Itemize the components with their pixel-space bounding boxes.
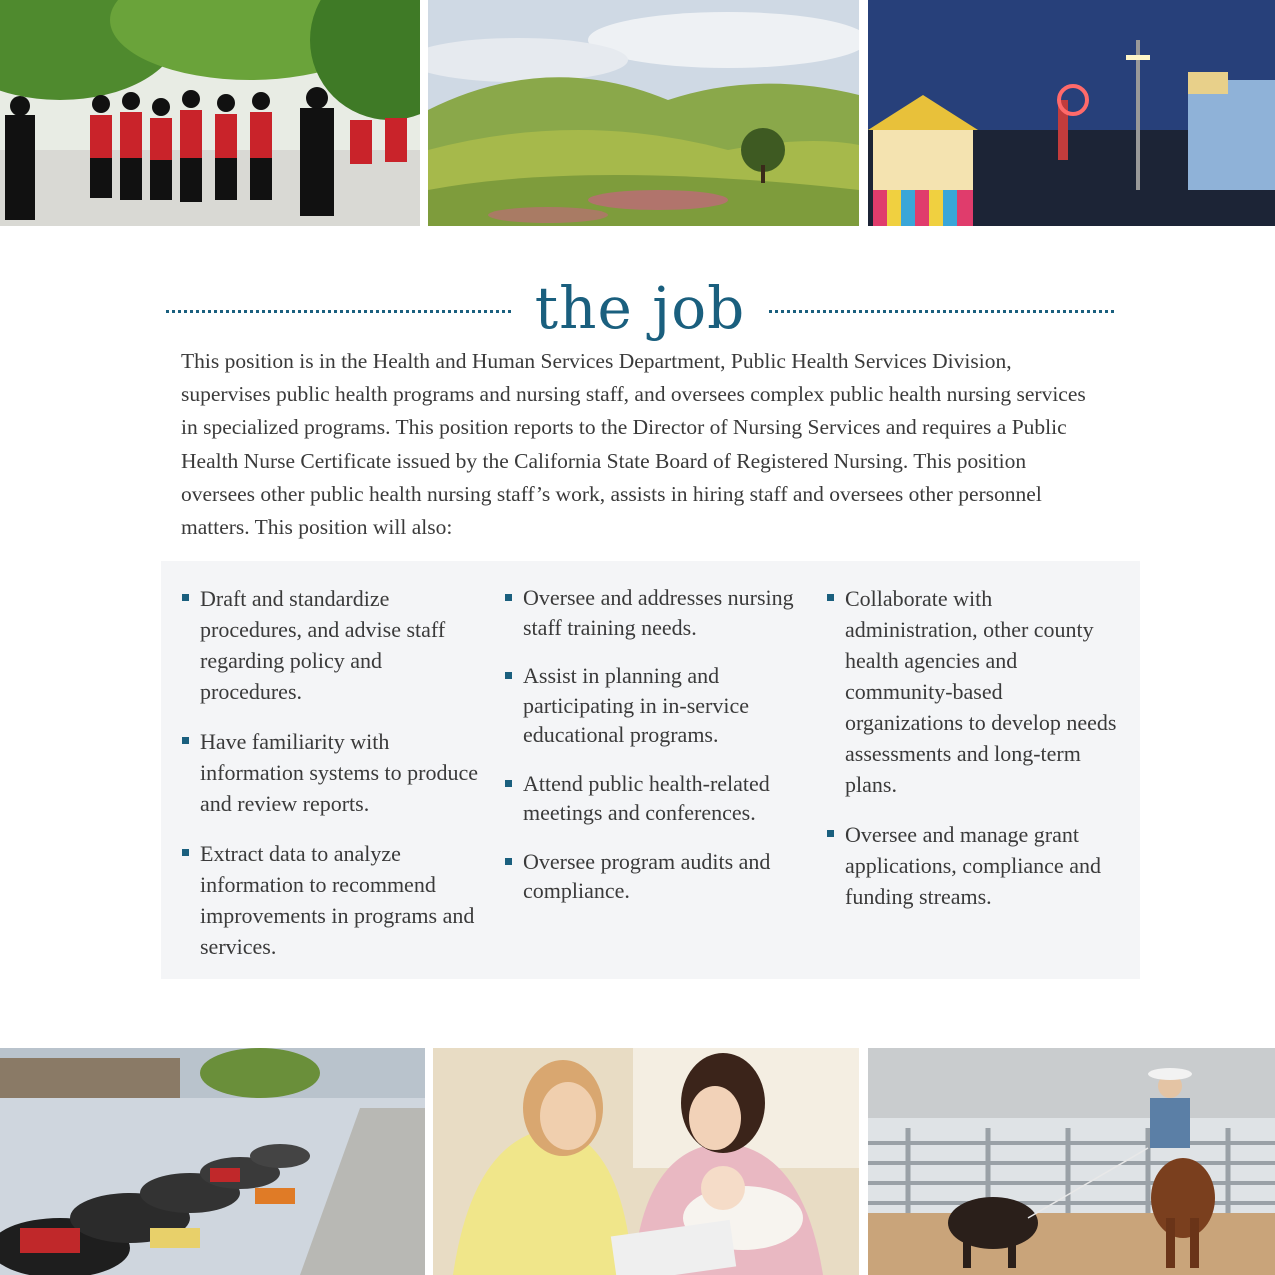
intro-paragraph: This position is in the Health and Human Services Department, Public Health Services Division, supervises public health programs and nursing staff, and oversees complex public health nursing services in specialized programs. This position reports to the Director of Nursing Services and requires a Public Health Nurse Certificate issued by the California State Board of Registered Nursing. This position oversees other public health nursing staff’s work, assists in hiring staff and oversees other personnel matters. This position will also: — [181, 349, 1086, 540]
duty-text: Oversee and addresses nursing staff training needs. — [523, 585, 794, 640]
dotted-rule-left — [166, 310, 511, 313]
green-hills-photo — [428, 0, 859, 226]
square-bullet-icon — [505, 594, 512, 601]
duty-text: Oversee program audits and compliance. — [523, 848, 771, 903]
duty-item — [181, 583, 481, 707]
duty-text: Collaborate with administration, other county health agencies and community-based organizations to develop needs assessments and long-term plans. — [845, 586, 1117, 797]
nurse-with-mother-and-baby-photo — [433, 1048, 859, 1275]
square-bullet-icon — [182, 594, 189, 601]
duty-item — [181, 726, 481, 819]
motorcycle-rally-photo — [0, 1048, 425, 1275]
rodeo-calf-roping-photo — [868, 1048, 1275, 1275]
square-bullet-icon — [505, 780, 512, 787]
square-bullet-icon — [182, 849, 189, 856]
duty-item — [826, 819, 1126, 912]
duty-item — [504, 661, 804, 750]
duties-column-1 — [181, 583, 481, 981]
square-bullet-icon — [505, 858, 512, 865]
fairground-carnival-photo — [868, 0, 1275, 226]
square-bullet-icon — [182, 737, 189, 744]
duty-item — [181, 838, 481, 962]
duty-text: Extract data to analyze information to recommend improvements in programs and services. — [200, 841, 475, 959]
section-heading: the job — [534, 274, 746, 342]
dotted-rule-right — [769, 310, 1114, 313]
duty-item — [504, 847, 804, 906]
duties-column-3 — [826, 583, 1126, 931]
marching-band-photo — [0, 0, 420, 226]
duty-item — [826, 583, 1126, 800]
duties-column-2 — [504, 583, 804, 925]
duty-text: Draft and standardize procedures, and advise staff regarding policy and procedures. — [200, 586, 446, 704]
duty-item — [504, 769, 804, 828]
square-bullet-icon — [827, 830, 834, 837]
duty-text: Attend public health-related meetings and conferences. — [523, 770, 770, 825]
duties-box — [161, 561, 1140, 979]
section-heading-row — [166, 268, 1114, 348]
duty-text: Oversee and manage grant applications, compliance and funding streams. — [845, 822, 1101, 909]
duty-item — [504, 583, 804, 642]
square-bullet-icon — [505, 672, 512, 679]
duty-text: Assist in planning and participating in in-service educational programs. — [523, 663, 750, 747]
duty-text: Have familiarity with information systems to produce and review reports. — [200, 729, 479, 816]
square-bullet-icon — [827, 594, 834, 601]
